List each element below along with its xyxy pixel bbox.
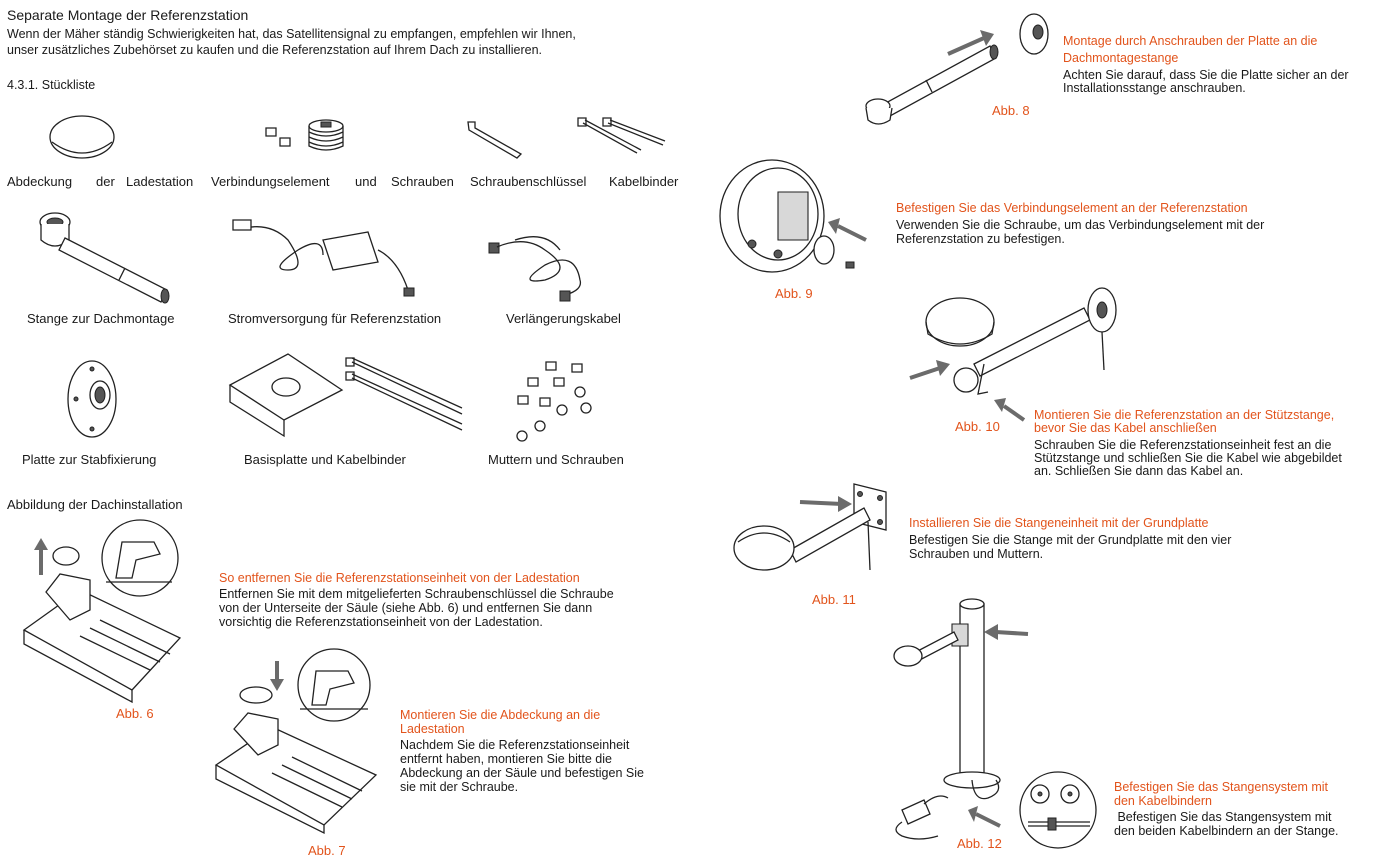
fig11-illustration [730, 480, 900, 590]
part-label-roof-pole: Stange zur Dachmontage [27, 311, 175, 326]
fig12-detail-illustration [1018, 770, 1100, 850]
fig6-label: Abb. 6 [116, 706, 154, 721]
fig6-title: So entfernen Sie die Referenzstationseinheit von der Ladestation [219, 571, 580, 585]
fig7-title-1: Montieren Sie die Abdeckung an die [400, 708, 601, 722]
fig9-text-1: Verwenden Sie die Schraube, um das Verbindungselement mit der [896, 218, 1265, 232]
charging-station-cover-illustration [48, 112, 118, 167]
fig7-text-1: Nachdem Sie die Referenzstationseinheit [400, 738, 630, 752]
fig12-text-1: Befestigen Sie das Stangensystem mit [1114, 810, 1332, 824]
fig10-illustration [906, 284, 1126, 414]
fig10-title-1: Montieren Sie die Referenzstation an der Stützstange, [1034, 408, 1335, 422]
fig8-title-2: Dachmontagestange [1063, 51, 1179, 65]
part-label-cover-3: Ladestation [126, 174, 194, 189]
fig9-illustration [716, 158, 876, 278]
connector-and-screws-illustration [260, 118, 350, 158]
fig7-title-2: Ladestation [400, 722, 465, 736]
page-title: Separate Montage der Referenzstation [7, 7, 249, 23]
fig7-illustration [212, 653, 387, 833]
fig10-text-3: an. Schließen Sie dann das Kabel an. [1034, 464, 1244, 478]
cable-ties-illustration [575, 115, 670, 160]
nuts-and-screws-illustration [510, 358, 600, 443]
fig7-text-2: entfernt haben, montieren Sie bitte die [400, 752, 612, 766]
part-label-connector: Verbindungselement [211, 174, 330, 189]
part-label-extension-cable: Verlängerungskabel [506, 311, 621, 326]
extension-cable-illustration [485, 225, 605, 305]
fig6-text-2: von der Unterseite der Säule (siehe Abb. 6) und entfernen Sie dann [219, 601, 593, 615]
intro-line-1: Wenn der Mäher ständig Schwierigkeiten hat, das Satellitensignal zu empfangen, empfehlen wir Ihnen, [7, 27, 576, 41]
rod-fixing-plate-illustration [62, 357, 127, 442]
fig11-text-2: Schrauben und Muttern. [909, 547, 1044, 561]
fig12-label: Abb. 12 [957, 836, 1002, 851]
parts-list-heading: 4.3.1. Stückliste [7, 78, 96, 92]
fig6-text-3: vorsichtig die Referenzstationseinheit von der Ladestation. [219, 615, 543, 629]
fig6-illustration [20, 520, 190, 700]
part-label-cable-ties: Kabelbinder [609, 174, 679, 189]
power-supply-illustration [228, 210, 428, 305]
roof-installation-heading: Abbildung der Dachinstallation [7, 497, 183, 512]
fig7-text-4: sie mit der Schraube. [400, 780, 519, 794]
fig7-label: Abb. 7 [308, 843, 346, 858]
base-plate-and-ties-illustration [226, 350, 466, 440]
fig8-label: Abb. 8 [992, 103, 1030, 118]
fig8-title-1: Montage durch Anschrauben der Platte an die [1063, 34, 1318, 48]
part-label-screws: Schrauben [391, 174, 454, 189]
fig10-text-2: Stützstange und schließen Sie die Kabel wie abgebildet [1034, 451, 1342, 465]
part-label-cover-1: Abdeckung [7, 174, 73, 189]
fig10-text-1: Schrauben Sie die Referenzstationseinheit fest an die [1034, 438, 1332, 452]
part-label-cover-2: der [96, 174, 115, 189]
fig10-label: Abb. 10 [955, 419, 1000, 434]
fig12-title-2: den Kabelbindern [1114, 794, 1212, 808]
fig9-title: Befestigen Sie das Verbindungselement an der Referenzstation [896, 201, 1248, 215]
wrench-illustration [465, 118, 525, 160]
part-label-nuts-screws: Muttern und Schrauben [488, 452, 624, 467]
fig12-text-2: den beiden Kabelbindern an der Stange. [1114, 824, 1339, 838]
fig7-text-3: Abdeckung an der Säule und befestigen Sie [400, 766, 644, 780]
roof-mount-pole-illustration [35, 208, 185, 308]
fig11-label: Abb. 11 [812, 592, 856, 607]
fig9-text-2: Referenzstation zu befestigen. [896, 232, 1065, 246]
fig11-title: Installieren Sie die Stangeneinheit mit der Grundplatte [909, 516, 1209, 530]
part-label-base-plate: Basisplatte und Kabelbinder [244, 452, 406, 467]
part-label-wrench: Schraubenschlüssel [470, 174, 587, 189]
fig8-text-1: Achten Sie darauf, dass Sie die Platte sicher an der [1063, 68, 1349, 82]
fig12-title-1: Befestigen Sie das Stangensystem mit [1114, 780, 1329, 794]
fig11-text-1: Befestigen Sie die Stange mit der Grundplatte mit den vier [909, 533, 1232, 547]
fig6-text-1: Entfernen Sie mit dem mitgelieferten Schraubenschlüssel die Schraube [219, 587, 614, 601]
fig8-text-2: Installationsstange anschrauben. [1063, 81, 1246, 95]
fig10-title-2: bevor Sie das Kabel anschließen [1034, 421, 1217, 435]
part-label-and: und [355, 174, 377, 189]
part-label-power-supply: Stromversorgung für Referenzstation [228, 311, 442, 326]
intro-line-2: unser zusätzliches Zubehörset zu kaufen und die Referenzstation auf Ihrem Dach zu installieren. [7, 43, 543, 57]
part-label-rod-plate: Platte zur Stabfixierung [22, 452, 157, 467]
fig9-label: Abb. 9 [775, 286, 813, 301]
